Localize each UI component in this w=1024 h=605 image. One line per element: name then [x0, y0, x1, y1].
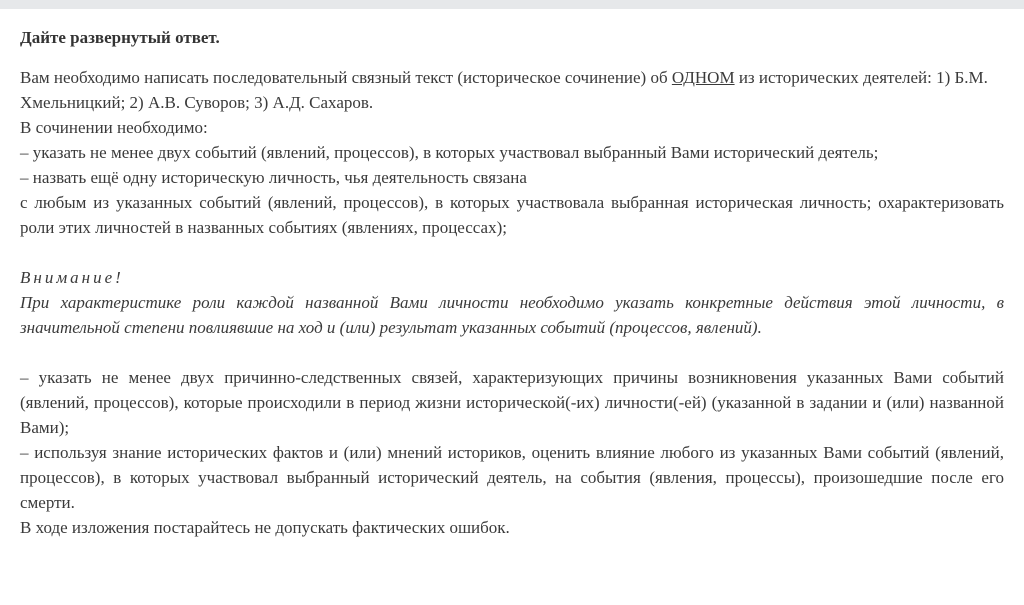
requirement-2-line-1: – назвать ещё одну историческую личность, чья деятельность связана — [20, 168, 527, 187]
requirements-title: В сочинении необходимо: — [20, 118, 208, 137]
attention-title: Внимание! — [20, 268, 124, 287]
top-strip — [0, 0, 1024, 9]
spacer — [20, 240, 1004, 265]
closing-note: В ходе изложения постарайтесь не допускать фактических ошибок. — [20, 518, 510, 537]
intro-part-2: из исторических деятелей: 1) Б.М. Хмельницкий; 2) А.В. Суворов; 3) А.Д. Сахаров. — [20, 68, 988, 112]
intro-emphasis: ОДНОМ — [671, 68, 735, 87]
attention-text: При характеристике роли каждой названной Вами личности необходимо указать конкретные действия этой личности, в значительной степени повлиявшие на ход и (или) результат указанных событий (процессов, явлений). — [20, 293, 1004, 337]
requirement-2-line-2: с любым из указанных событий (явлений, процессов), в которых участвовала выбранная историческая личность; охарактеризовать роли этих личностей в названных событиях (явлениях, процессах); — [20, 193, 1004, 237]
requirement-4: – используя знание исторических фактов и (или) мнений историков, оценить влияние любого из указанных Вами событий (явлений, процессов), в которых участвовал выбранный исторический деятель, на события (явления, процессы), произошедшие после его смерти. — [20, 443, 1004, 512]
requirement-1: – указать не менее двух событий (явлений, процессов), в которых участвовал выбранный Вами исторический деятель; — [20, 143, 879, 162]
task-content — [20, 25, 1004, 540]
intro-part-1: Вам необходимо написать последовательный связный текст (историческое сочинение) об — [20, 68, 672, 87]
requirement-3: – указать не менее двух причинно-следственных связей, характеризующих причины возникновения указанных Вами событий (явлений, процессов), которые происходили в период жизни исторической(-их) личности(-ей) (указанной в задании и (или) названной Вами); — [20, 368, 1004, 437]
task-heading: Дайте развернутый ответ. — [20, 28, 220, 47]
spacer — [20, 340, 1004, 365]
intro-paragraph — [20, 65, 1004, 115]
